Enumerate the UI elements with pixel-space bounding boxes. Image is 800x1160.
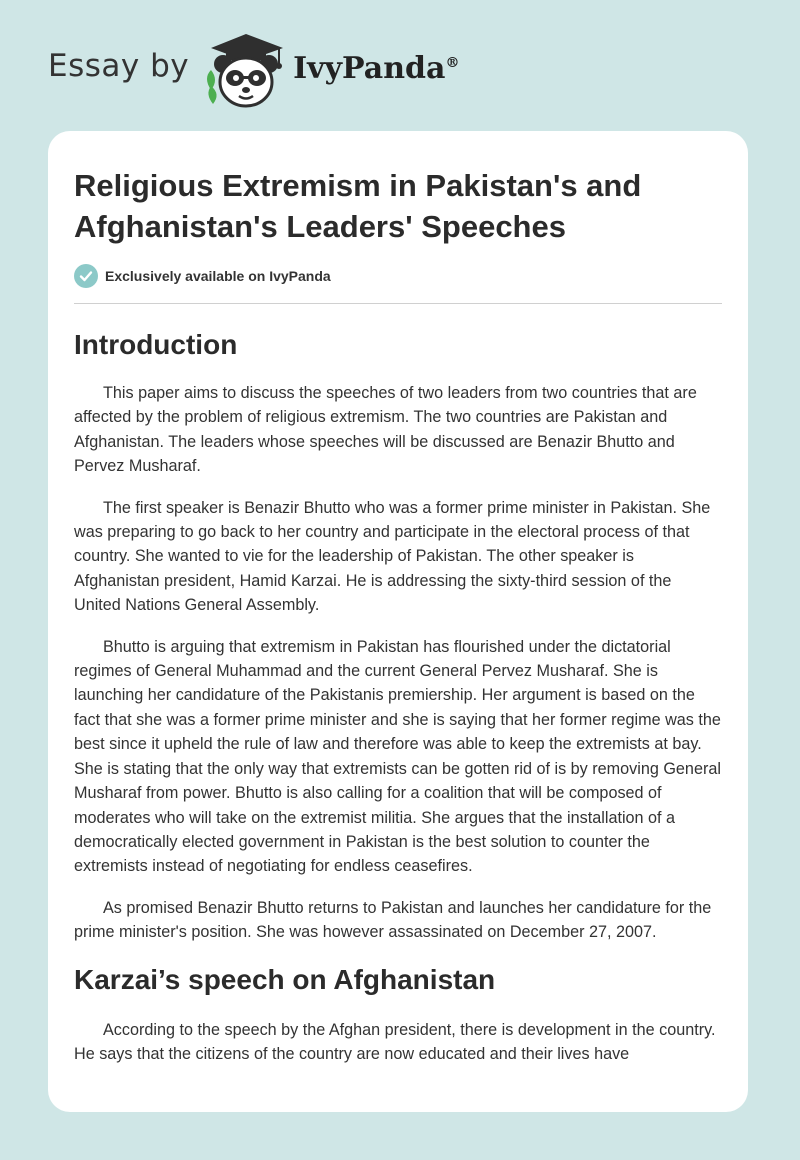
exclusive-label: Exclusively available on IvyPanda — [105, 268, 331, 284]
exclusive-badge — [74, 264, 331, 288]
brand-name[interactable]: IvyPanda® — [293, 50, 460, 86]
essay-body — [74, 323, 722, 1066]
check-icon — [74, 264, 98, 288]
essay-title: Religious Extremism in Pakistan's and Afghanistan's Leaders' Speeches — [74, 168, 642, 244]
paragraph: This paper aims to discuss the speeches of two leaders from two countries that are affected by the problem of religious extremism. The two countries are Pakistan and Afghanistan. The leaders whose speeches will be discussed are Benazir Bhutto and Pervez Musharaf. — [74, 384, 697, 476]
section-heading-karzai: Karzai’s speech on Afghanistan — [74, 963, 496, 995]
divider — [74, 303, 722, 304]
essay-by-label: Essay by — [48, 48, 190, 84]
paragraph: The first speaker is Benazir Bhutto who was a former prime minister in Pakistan. She was preparing to go back to her country and participate in the electoral process of that country. She wanted to vie for the leadership of Pakistan. The other speaker is Afghanistan president, Hamid Karzai. He is addressing the sixty-third session of the United Nations General Assembly. — [74, 498, 711, 615]
essay-card — [48, 131, 748, 1112]
paragraph: According to the speech by the Afghan president, there is development in the country. He says that the citizens of the country are now educated and their lives have — [74, 1020, 716, 1063]
paragraph: As promised Benazir Bhutto returns to Pakistan and launches her candidature for the prime minister's position. She was however assassinated on December 27, 2007. — [74, 898, 712, 942]
registered-mark: ® — [445, 54, 460, 71]
paragraph: Bhutto is arguing that extremism in Pakistan has flourished under the dictatorial regimes of General Muhammad and the current General Pervez Musharaf. She is launching her candidature of the Pakistanis premiership. Her argument is based on the fact that she was a former prime minister and she is saying that her former regime was the best since it upheld the rule of law and therefore was able to keep the extremists at bay. She is stating that the only way that extremists can be gotten rid of is by removing General Musharaf from power. Bhutto is also calling for a coalition that will be composed of moderates who will take on the extremist militia. She argues that the installation of a democratically elected government in Pakistan is the best solution to counter the extremists instead of negotiating for endless ceasefires. — [74, 637, 721, 876]
site-header — [48, 30, 459, 110]
panda-graduate-icon[interactable] — [201, 30, 291, 110]
section-heading-introduction: Introduction — [74, 329, 238, 360]
